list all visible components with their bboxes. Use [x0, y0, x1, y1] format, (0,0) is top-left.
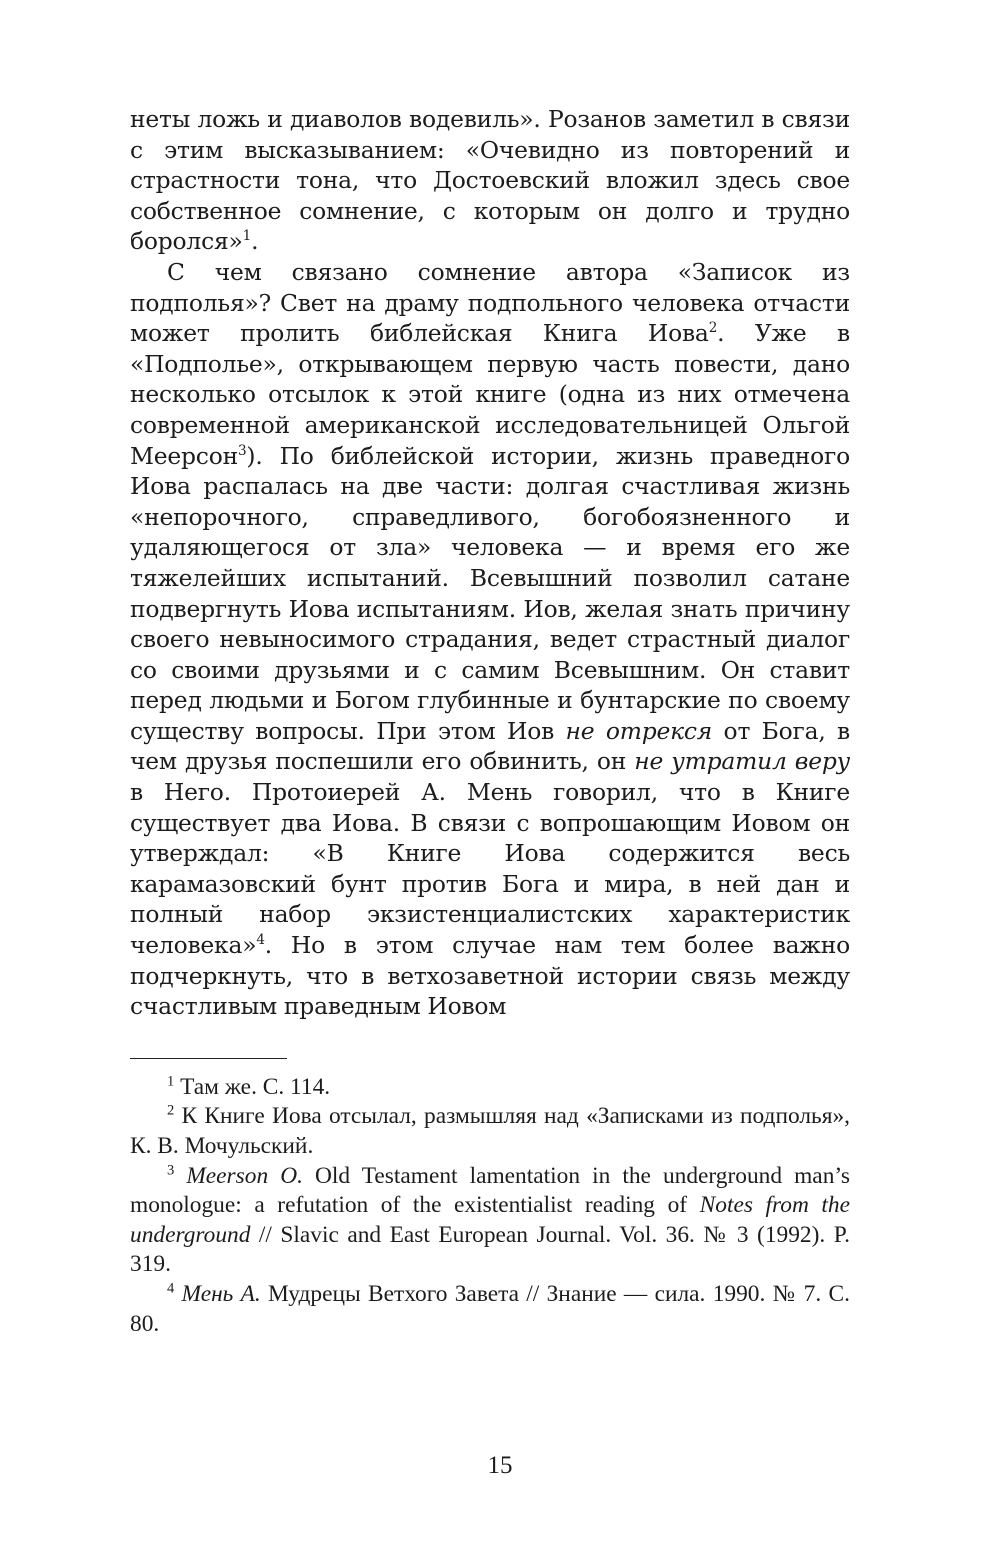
main-text — [130, 104, 850, 1022]
footnote-2: $^2$ К Книге Иова отсылал, размышляя над «Записками из подполья», К. В. Мочульский. — [130, 1102, 850, 1159]
book-page — [130, 104, 850, 1339]
paragraph-1: неты ложь и диаволов водевиль». Розанов заметил в связи с этим высказыванием: «Очевидно из повторений и страстности тона, что Достоевский вложил здесь свое собственное сомнение, с которым он долго и трудно боролся»$^1$. — [130, 105, 850, 256]
paragraph-2: С чем связано сомнение автора «Записок из подполья»? Свет на драму подпольного человека отчасти может пролить библейская Книга Иова$^2$. Уже в «Подполье», открывающем первую часть повести, дано несколько отсылок к этой книге (одна из них отмечена современной американской исследовательницей Ольгой Меерсон$^3$). По библейской истории, жизнь праведного Иова распалась на две части: долгая счастливая жизнь «непорочного, справедливого, богобоязненного и удаляющегося от зла» человека — и время его же тяжелейших испытаний. Всевышний позволил сатане подвергнуть Иова испытаниям. Иов, желая знать причину своего невыносимого страдания, ведет страстный диалог со своими друзьями и с самим Всевышним. Он ставит перед людьми и Богом глубинные и бунтарские по своему существу вопросы. При этом Иов не отрекся от Бога, в чем друзья поспешили его обвинить, он не утратил веру в Него. Протоиерей А. Мень говорил, что в Книге существует два Иова. В связи с вопрошающим Иовом он утверждал: «В Книге Иова содержится весь карамазовский бунт против Бога и мира, в ней дан и полный набор экзистенциалистских характеристик человека»$^4$. Но в этом случае нам тем более важно подчеркнуть, что в ветхозаветной истории связь между счастливым праведным Иовом — [130, 257, 850, 1021]
footnote-ref-3: 3 — [237, 442, 247, 459]
footnote-ref-1: 1 — [242, 228, 252, 245]
footnote-ref-2: 2 — [708, 320, 718, 337]
emphasis-ne-utratil-veru: не утратил веру — [634, 747, 850, 776]
footnote-1: $^1$ Там же. С. 114. — [167, 1073, 331, 1100]
footnote-4: $^4$ Мень А. Мудрецы Ветхого Завета // Знание — сила. 1990. № 7. С. 80. — [130, 1280, 850, 1337]
footnote-3: $^3$ Meerson O. Old Testament lamentation in the underground man’s monologue: a refutation of the existentialist reading of Notes from the underground // Slavic and East European Journal. Vol. 36. № 3 (1992). P. 319. — [130, 1161, 851, 1278]
emphasis-ne-otreksya: не отрекся — [565, 716, 713, 745]
page-number: 15 — [487, 1452, 513, 1479]
footnote-ref-4: 4 — [256, 932, 265, 949]
footnotes — [130, 1073, 850, 1339]
footnote-divider — [130, 1058, 287, 1059]
